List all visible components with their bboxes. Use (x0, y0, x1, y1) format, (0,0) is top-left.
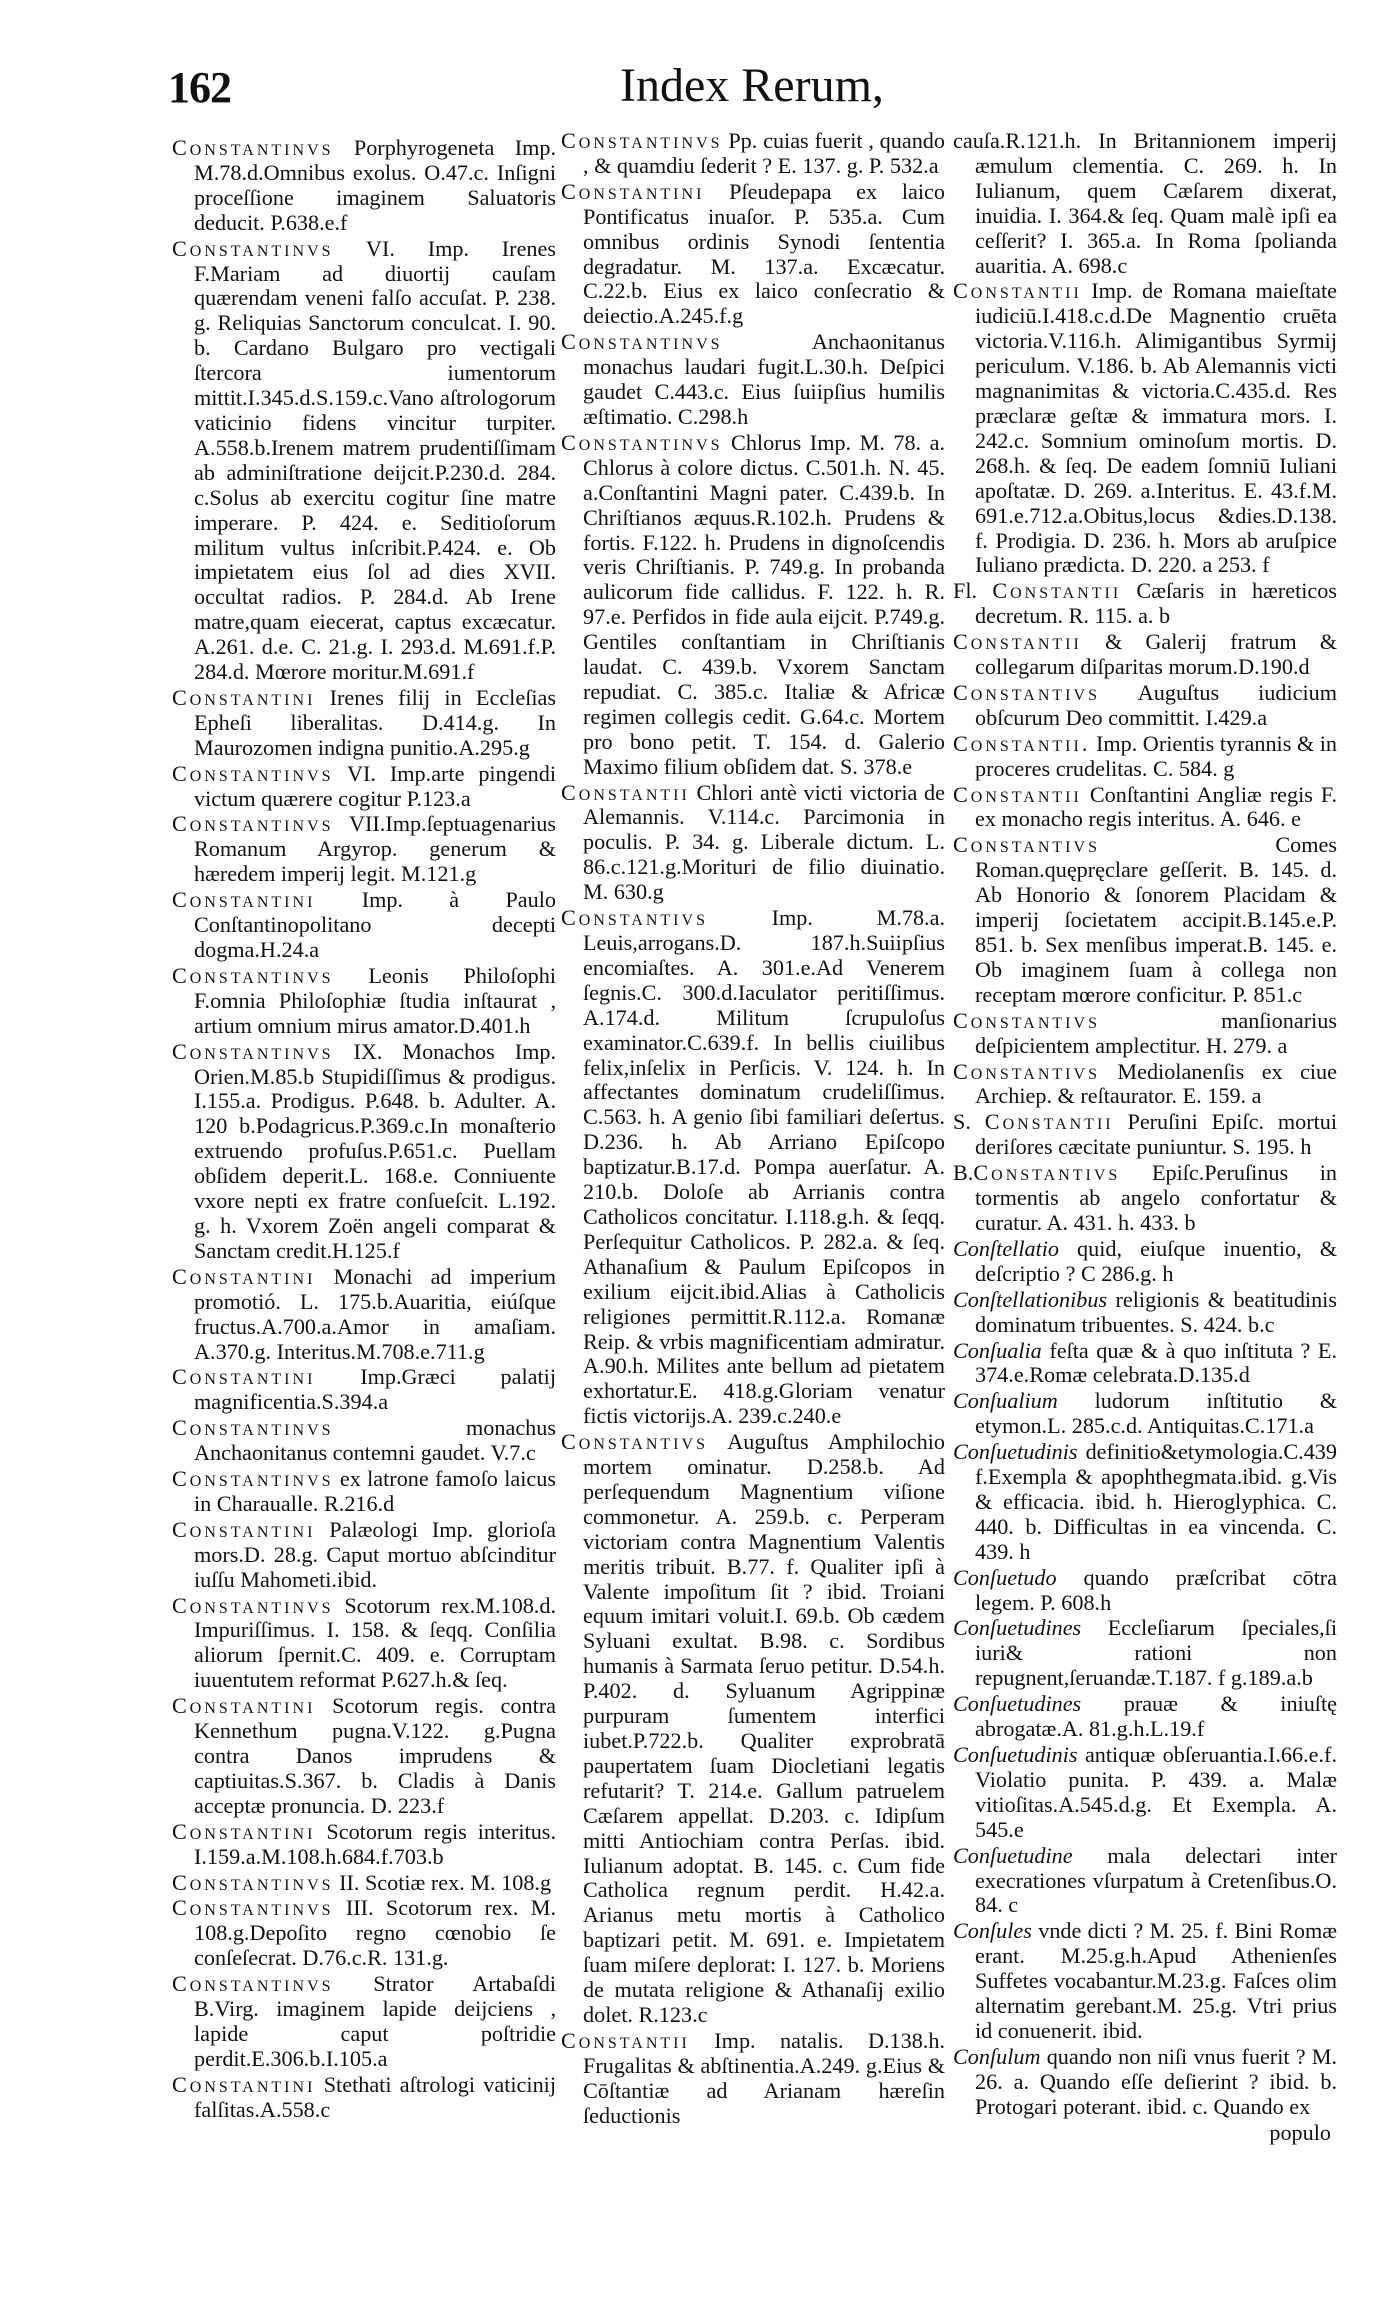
entry-text: Imp. natalis. D.138.h. Frugalitas & abſtinentia.A.249. g.Eius & Cōſtantiæ ad Arianam hæreſin ſeductionis (583, 2027, 945, 2128)
entry-text: Imp. M.78.a. Leuis,arrogans.D. 187.h.Suiipſius encomiaſtes. A. 301.e.Ad Venerem ſegnis.C. 300.d.Iaculator peritiſſimus. A.174.d. Militum ſcrupuloſus examinator.C.639.f. In bellis ciuilibus felix,inſelix in Perſicis. V. 124. h. In affectantes dominatum crudeliſſimus. C.563. h. A genio ſibi familiari deſertus. D.236. h. Ab Arriano Epiſcopo baptizatur.B.17.d. Pompa auerſatur. A. 210.b. Doloſe ab Arrianis contra Catholicos concitatur. I.118.g.h. & ſeqq. Perſequitur Catholicos. P. 282.a. & ſeq. Athanaſium & Paulum Epiſcopos in exilium eijcit.ibid.Alias à Catholicis religiones permittit.R.112.a. Romanæ Reip. & vrbis magnificentiam admiratur. A.90.h. Milites ante bellum ad pietatem exhortatur.E. 418.g.Gloriam venatur fictis victorijs.A. 239.c.240.e (583, 905, 945, 1429)
entry-headword: Constantini (172, 684, 316, 710)
entry-text: VI. Imp. Irenes F.Mariam ad diuortij cauſam quærendam veneni falſo accuſat. P. 238. g. Reliquias Sanctorum conculcat. I. 90. b. Cardano Bulgaro pro vectigali ſtercora iumentorum mittit.I.345.d.S.159.c.Vano aſtrologorum vaticinio fidens vincitur turpiter. A.558.b.Irenem matrem prudentiſſimam ab adminiſtratione deijcit.P.230.d. 284. c.Solus ab exercitu cogitur ſine matre imperare. P. 424. e. Seditioſorum militum vultus inſcribit.P.424. e. Ob impietatem eius ſol ad dies XVII. occultat radios. P. 284.d. Ab Irene matre,quam eiecerat, captus excæcatur. A.261. d.e. C. 21.g. I. 293.d. M.691.f.P. 284.d. Mœrore moritur.M.691.f (194, 235, 556, 685)
entry-headword: Constantini (561, 178, 705, 204)
entry-text: definitio&etymologia.C.439 f.Exempla & apophthegmata.ibid. g.Vis & efficacia. ibid. h. Hieroglyphica. C. 440. b. Difficultas in ea vincenda. C. 439. h (975, 1439, 1337, 1564)
entry-text: monachus Anchaonitanus contemni gaudet. V.7.c (194, 1415, 556, 1466)
index-entry (561, 431, 945, 780)
entry-headword: Constantini (172, 1818, 316, 1844)
entry-text: Imp.Græci palatij magnificentia.S.394.a (194, 1364, 556, 1415)
entry-text: Irenes filij in Eccleſias Epheſi liberalitas. D.414.g. In Maurozomen indigna punitio.A.295.g (194, 684, 556, 760)
entry-headword: Conſtellationibus (953, 1286, 1108, 1312)
entry-headword: Conſualium (953, 1388, 1058, 1414)
index-entry (953, 630, 1337, 680)
index-entry (561, 906, 945, 1429)
index-column-2 (561, 129, 945, 2130)
catchword: populo (1269, 2119, 1331, 2145)
entry-text: Imp. de Romana maieſtate iudiciū.I.418.c.d.De Magnentio cruēta victoria.V.116.h. Alimigantibus Syrmij periculum. V.186. b. Ab Alemannis victi magnanimitas & victoria.C.435.d. Res præclaræ geſtæ & immatura mors. I. 242.c. Somnium ominoſum mortis. D. 268.h. & ſeq. De eadem ſomniū Iuliani apoſtatæ. D. 269. a.Interitus. E. 43.f.M. 691.e.712.a.Obitus,locus &dies.D.138. f. Prodigia. D. 236. h. Mors ab aruſpice Iuliano prædicta. D. 220. a 253. f (975, 278, 1337, 578)
entry-text: quid, eiuſque inuentio, & deſcriptio ? C 286.g. h (975, 1235, 1337, 1286)
index-entry (172, 2073, 556, 2123)
entry-text: Anchaonitanus monachus laudari fugit.L.30.h. Deſpici gaudet C.443.c. Eius ſuiipſius humilis æſtimatio. C.298.h (583, 329, 945, 429)
entry-headword: Constantinvs (172, 760, 334, 786)
index-column-1 (172, 136, 556, 2124)
running-head: Index Rerum, (620, 59, 884, 112)
entry-headword: Constantinvs (172, 1038, 334, 1064)
index-entry (172, 1896, 556, 1971)
entry-headword: Conſuetudine (953, 1842, 1073, 1868)
entry-text: feſta quæ & à quo inſtituta ? E. 374.e.Romæ celebrata.D.135.d (975, 1337, 1337, 1388)
entry-headword: Conſulum (953, 2043, 1041, 2069)
entry-headword: Constantii (953, 278, 1082, 304)
index-entry (561, 180, 945, 329)
entry-headword: Constantii (953, 629, 1082, 655)
index-entry (953, 1237, 1337, 1287)
entry-headword: Conſtellatio (953, 1235, 1060, 1261)
entry-text: Leonis Philoſophi F.omnia Philoſophiæ ſtudia inſtaurat , artium omnium mirus amator.D.401.h (194, 962, 556, 1038)
entry-headword: Conſules (953, 1918, 1032, 1944)
index-entry (953, 681, 1337, 731)
index-entry (953, 1566, 1337, 1616)
entry-headword: Constantivs (953, 1058, 1100, 1084)
entry-text: Monachi ad imperium promotió. L. 175.b.Auaritia, eiúſque fructus.A.700.a.Amor in amaſiam. A.370.g. Interitus.M.708.e.711.g (194, 1263, 556, 1364)
entry-text: Cæſaris in hæreticos decretum. R. 115. a. b (975, 578, 1337, 629)
entry-text: antiquæ obſeruantia.I.66.e.f. Violatio punita. P. 439. a. Malæ vitioſitas.A.545.d.g. Et Exempla. A. 545.e (975, 1742, 1337, 1842)
index-entry (172, 686, 556, 761)
index-entry (561, 2029, 945, 2129)
index-entry (172, 1365, 556, 1415)
entry-text: ex latrone famoſo laicus in Charaualle. R.216.d (194, 1466, 556, 1516)
index-entry (172, 136, 556, 236)
index-entry (953, 1440, 1337, 1565)
index-entry (561, 781, 945, 906)
index-entry (953, 1389, 1337, 1439)
entry-headword: Constantii. (953, 730, 1091, 756)
index-entry (172, 1040, 556, 1264)
entry-text: Scotorum rex.M.108.d. Impuriſſimus. I. 158. & ſeqq. Conſilia aliorum ſpernit.C. 409. e. Corruptam iuuentutem reformat P.627.h.& ſeq. (194, 1592, 556, 1693)
entry-headword: Constantivs (953, 1007, 1100, 1033)
index-entry (953, 1288, 1337, 1338)
index-entry (172, 1594, 556, 1694)
entry-headword: Constantii (992, 578, 1122, 604)
index-entry (953, 1339, 1337, 1389)
entry-text: quando præſcribat cōtra legem. P. 608.h (975, 1564, 1337, 1615)
entry-text: manſionarius deſpicientem amplectitur. H. 279. a (975, 1007, 1337, 1058)
index-entry (172, 1972, 556, 2072)
entry-headword: Conſuetudines (953, 1691, 1082, 1717)
entry-text: Palæologi Imp. glorioſa mors.D. 28.g. Caput mortuo abſcinditur iuſſu Mahometi.ibid. (194, 1516, 556, 1592)
entry-headword: Constantinvs (172, 235, 334, 261)
entry-text: Mediolanenſis ex ciue Archiep. & reſtaurator. E. 159. a (975, 1058, 1337, 1109)
index-entry (172, 1820, 556, 1870)
index-entry (953, 579, 1337, 629)
index-entry (172, 237, 556, 685)
index-entry (953, 1161, 1337, 1236)
entry-headword: Conſualia (953, 1337, 1042, 1363)
entry-text: Pp. cuias fuerit , quando , & quamdiu ſederit ? E. 137. g. P. 532.a (583, 128, 945, 178)
entry-headword: Constantini (172, 1693, 316, 1719)
entry-prefix: Fl. (953, 578, 993, 604)
entry-headword: Constantini (172, 1516, 316, 1542)
entry-text: Chlorus Imp. M. 78. a. Chlorus à colore dictus. C.501.h. N. 45. a.Conſtantini Magni pater. C.439.b. In Chriſtianos æquus.R.102.h. Prudens & fortis. F.122. h. Prudens in dignoſcendis veris Chriſtianis. P. 749.g. In probanda aulicorum fide callidus. F. 122. h. R. 97.e. Perfidos in fide aula eijcit. P.749.g. Gentiles conſtantiam in Chriſtianis laudat. C. 439.b. Vxorem Sanctam repudiat. C. 385.c. Italiæ & Africæ regimen collegis cedit. G.64.c. Mortem pro bono petit. T. 154. d. Galerio Maximo filium obſidem dat. S. 378.e (583, 429, 945, 779)
index-entry (561, 330, 945, 430)
index-entry (172, 762, 556, 812)
entry-text: religionis & beatitudinis dominatum tribuentes. S. 424. b.c (975, 1286, 1337, 1337)
entry-text: Chlori antè victi victoria de Alemannis. V.114.c. Parcimonia in poculis. P. 34. g. Liberale dictum. L. 86.c.121.g.Morituri de filio diuinatio. M. 630.g (583, 779, 945, 905)
entry-text: Auguſtus Amphilochio mortem ominatur. D.258.b. Ad perſequendum Magnentium viſione commonetur. A. 259.b. c. Perperam victoriam contra Magnentium Valentis meritis tribuit. B.77. f. Qualiter ipſi à Valente impoſitum ſit ? ibid. Troiani equum imitari voluit.I. 69.b. Ob cædem Syluani exultat. B.98. c. Sordibus humanis à Sarmata ſeruo petitur. D.54.h. P.402. d. Syluanum Agrippinæ purpuram ſumentem interfici iubet.P.722.b. Qualiter exprobratā paupertatem ſuam Diocletiani legatis refutarit? T. 214.e. Gallum patruelem Cæſarem appellat. D.203. c. Idipſum mitti Antiochiam contra Perſas. ibid. Iulianum adoptat. B. 145. c. Cum fide Catholica regnum perdit. H.42.a. Arianus metu mortis à Catholico baptizari petit. M. 691. e. Impietatem ſuam miſere deplorat: I. 127. b. Moriens de mutata religione & Athanaſij exilio dolet. R.123.c (583, 1429, 945, 2027)
index-entry (953, 1060, 1337, 1110)
index-entry (953, 732, 1337, 782)
entry-headword: Constantinvs (172, 135, 334, 160)
entry-prefix: S. (953, 1109, 985, 1135)
entry-text: VI. Imp.arte pingendi victum quærere cogitur P.123.a (194, 760, 556, 811)
index-entry (172, 1518, 556, 1593)
entry-headword: Conſuetudo (953, 1564, 1057, 1590)
entry-headword: Constantinvs (172, 1971, 334, 1997)
index-entry (172, 964, 556, 1039)
entry-text: ludorum inſtitutio & etymon.L. 285.c.d. Antiquitas.C.171.a (975, 1388, 1337, 1439)
entry-text: IX. Monachos Imp. Orien.M.85.b Stupidiſſimus & prodigus. I.155.a. Prodigus. P.648. b. Adulter. A. 120 b.Podagricus.P.369.c.In monaſterio extruendo profuſus.P.651.c. Puellam obſidem deperit.L. 168.e. Conniuente vxore nepti ex fratre conſueſcit. L.192. g. h. Vxorem Zoën angeli comparat & Sanctam credit.H.125.f (194, 1038, 556, 1263)
index-entry (953, 1743, 1337, 1843)
page-number: 162 (168, 63, 231, 112)
entry-headword: Conſuetudines (953, 1615, 1082, 1641)
entry-headword: Constantinvs (172, 1466, 334, 1492)
entry-headword: Constantivs (953, 832, 1100, 858)
entry-text: Eccleſiarum ſpeciales,ſi iuri& rationi non repugnent,ſeruandæ.T.187. f g.189.a.b (975, 1615, 1337, 1691)
index-entry (953, 1692, 1337, 1742)
entry-headword: Constantini (172, 1263, 316, 1289)
entry-text: Auguſtus iudicium obſcurum Deo committit. I.429.a (975, 679, 1337, 730)
entry-headword: Constantii (561, 779, 690, 805)
entry-text: vnde dicti ? M. 25. f. Bini Romæ erant. M.25.g.h.Apud Athenienſes Suffetes vocabantur.M.23.g. Faſces olim alternatim gerebant.M. 25.g. Vtri prius id conuenerit. ibid. (975, 1918, 1337, 2043)
index-column-3 (953, 129, 1337, 2146)
entry-text: Conſtantini Angliæ regis F. ex monacho regis interitus. A. 646. e (975, 781, 1337, 832)
index-entry (172, 1694, 556, 1819)
entry-headword: Constantivs (973, 1160, 1121, 1186)
index-entry (953, 1919, 1337, 2044)
entry-headword: Constantinvs (172, 811, 334, 837)
entry-text: quando non niſi vnus fuerit ? M. 26. a. Quando eſſe deſierint ? ibid. b. Protogari poterant. ibid. c. Quando ex (975, 2043, 1337, 2119)
index-entry (172, 1871, 556, 1896)
index-entry (953, 1616, 1337, 1691)
index-entry (172, 1416, 556, 1466)
entry-text: Stethati aſtrologi vaticinij falſitas.A.558.c (194, 2071, 556, 2122)
entry-headword: Conſuetudinis (953, 1742, 1078, 1767)
index-entry (953, 1110, 1337, 1160)
index-entry (561, 129, 945, 179)
entry-headword: Constantinvs (561, 329, 723, 355)
entry-headword: Constantivs (561, 905, 708, 931)
index-entry (953, 2045, 1337, 2120)
entry-headword: Constantii (561, 2027, 690, 2053)
entry-text: Imp. Orientis tyrannis & in proceres crudelitas. C. 584. g (975, 730, 1337, 781)
entry-headword: Constantinvs (561, 128, 723, 153)
entry-text: Imp. à Paulo Conſtantinopolitano decepti dogma.H.24.a (194, 887, 556, 962)
entry-text: Porphyrogeneta Imp. M.78.d.Omnibus exolus. O.47.c. Inſigni proceſſione imaginem Saluatoris deducit. P.638.e.f (194, 135, 556, 235)
index-entry (953, 129, 1337, 278)
index-entry (953, 783, 1337, 833)
entry-text: II. Scotiæ rex. M. 108.g (333, 1869, 552, 1895)
entry-text: Pſeudepapa ex laico Pontificatus inuaſor. P. 535.a. Cum omnibus ordinis Synodi ſententia degradatur. M. 137.a. Excæcatur. C.22.b. Eius ex laico conſecratio & deiectio.A.245.f.g (583, 178, 945, 329)
entry-headword: Constantini (172, 2071, 316, 2097)
entry-text: Strator Artabaſdi B.Virg. imaginem lapide deijciens , lapide caput poſtridie perdit.E.306.b.I.105.a (194, 1971, 556, 2071)
index-entry (561, 1430, 945, 2028)
entry-text: & Galerij fratrum & collegarum diſparitas morum.D.190.d (975, 629, 1337, 680)
entry-text: Epiſc.Peruſinus in tormentis ab angelo confortatur & curatur. A. 431. h. 433. b (975, 1160, 1337, 1235)
index-entry (953, 833, 1337, 1007)
entry-text: VII.Imp.ſeptuagenarius Romanum Argyrop. generum & hæredem imperij legit. M.121.g (194, 811, 556, 887)
entry-headword: Constantii (984, 1109, 1114, 1135)
entry-prefix: B. (953, 1160, 974, 1186)
index-entry (172, 812, 556, 887)
entry-headword: Constantinvs (172, 1592, 334, 1618)
entry-headword: Constantini (172, 1364, 316, 1390)
index-entry (172, 1265, 556, 1365)
entry-headword: Constantivs (953, 679, 1100, 705)
entry-headword: Conſuetudinis (953, 1439, 1078, 1465)
entry-headword: Constantinvs (172, 1415, 334, 1441)
index-entry (953, 1844, 1337, 1919)
index-entry (172, 1467, 556, 1517)
entry-headword: Constantinvs (172, 962, 334, 988)
entry-text: prauæ & iniuſtę abrogatæ.A. 81.g.h.L.19.f (975, 1691, 1337, 1742)
entry-text: Peruſini Epiſc. mortui deriſores cæcitate puniuntur. S. 195. h (975, 1109, 1338, 1160)
entry-text: III. Scotorum rex. M. 108.g.Depoſito regno cœnobio ſe conſeſecrat. D.76.c.R. 131.g. (194, 1895, 556, 1971)
entry-headword: Constantii (953, 781, 1082, 807)
entry-text: Scotorum regis. contra Kennethum pugna.V.122. g.Pugna contra Danos imprudens & captiuitas.S.367. b. Cladis à Danis acceptæ pronuncia. D. 223.f (194, 1693, 556, 1818)
index-entry (953, 279, 1337, 578)
index-entry (953, 1009, 1337, 1059)
entry-headword: Constantivs (561, 1429, 708, 1455)
entry-text: Comes Roman.quępręclare geſſerit. B. 145. d. Ab Honorio & ſonorem Placidam & imperij ſocietatem accipit.B.145.e.P. 851. b. Sex menſibus imperat.B. 145. e. Ob imaginem ſuam à collega non receptam mœrore conficitur. P. 851.c (975, 832, 1337, 1007)
index-entry (172, 888, 556, 963)
entry-text: Scotorum regis interitus. I.159.a.M.108.h.684.f.703.b (194, 1818, 556, 1869)
entry-text: mala delectari inter execrationes vſurpatum à Cretenſibus.O. 84. c (975, 1842, 1337, 1918)
entry-headword: Constantinvs (172, 1869, 334, 1895)
entry-headword: Constantini (172, 887, 316, 913)
entry-headword: Constantinvs (561, 429, 723, 455)
entry-headword: Constantinvs (172, 1895, 334, 1921)
entry-text: cauſa.R.121.h. In Britannionem imperij æmulum clementia. C. 269. h. In Iulianum, quem Cæſarem dixerat, inuidia. I. 364.& ſeq. Quam malè ipſi ea ceſſerit? I. 365.a. In Roma ſpolianda auaritia. A. 698.c (953, 128, 1337, 278)
